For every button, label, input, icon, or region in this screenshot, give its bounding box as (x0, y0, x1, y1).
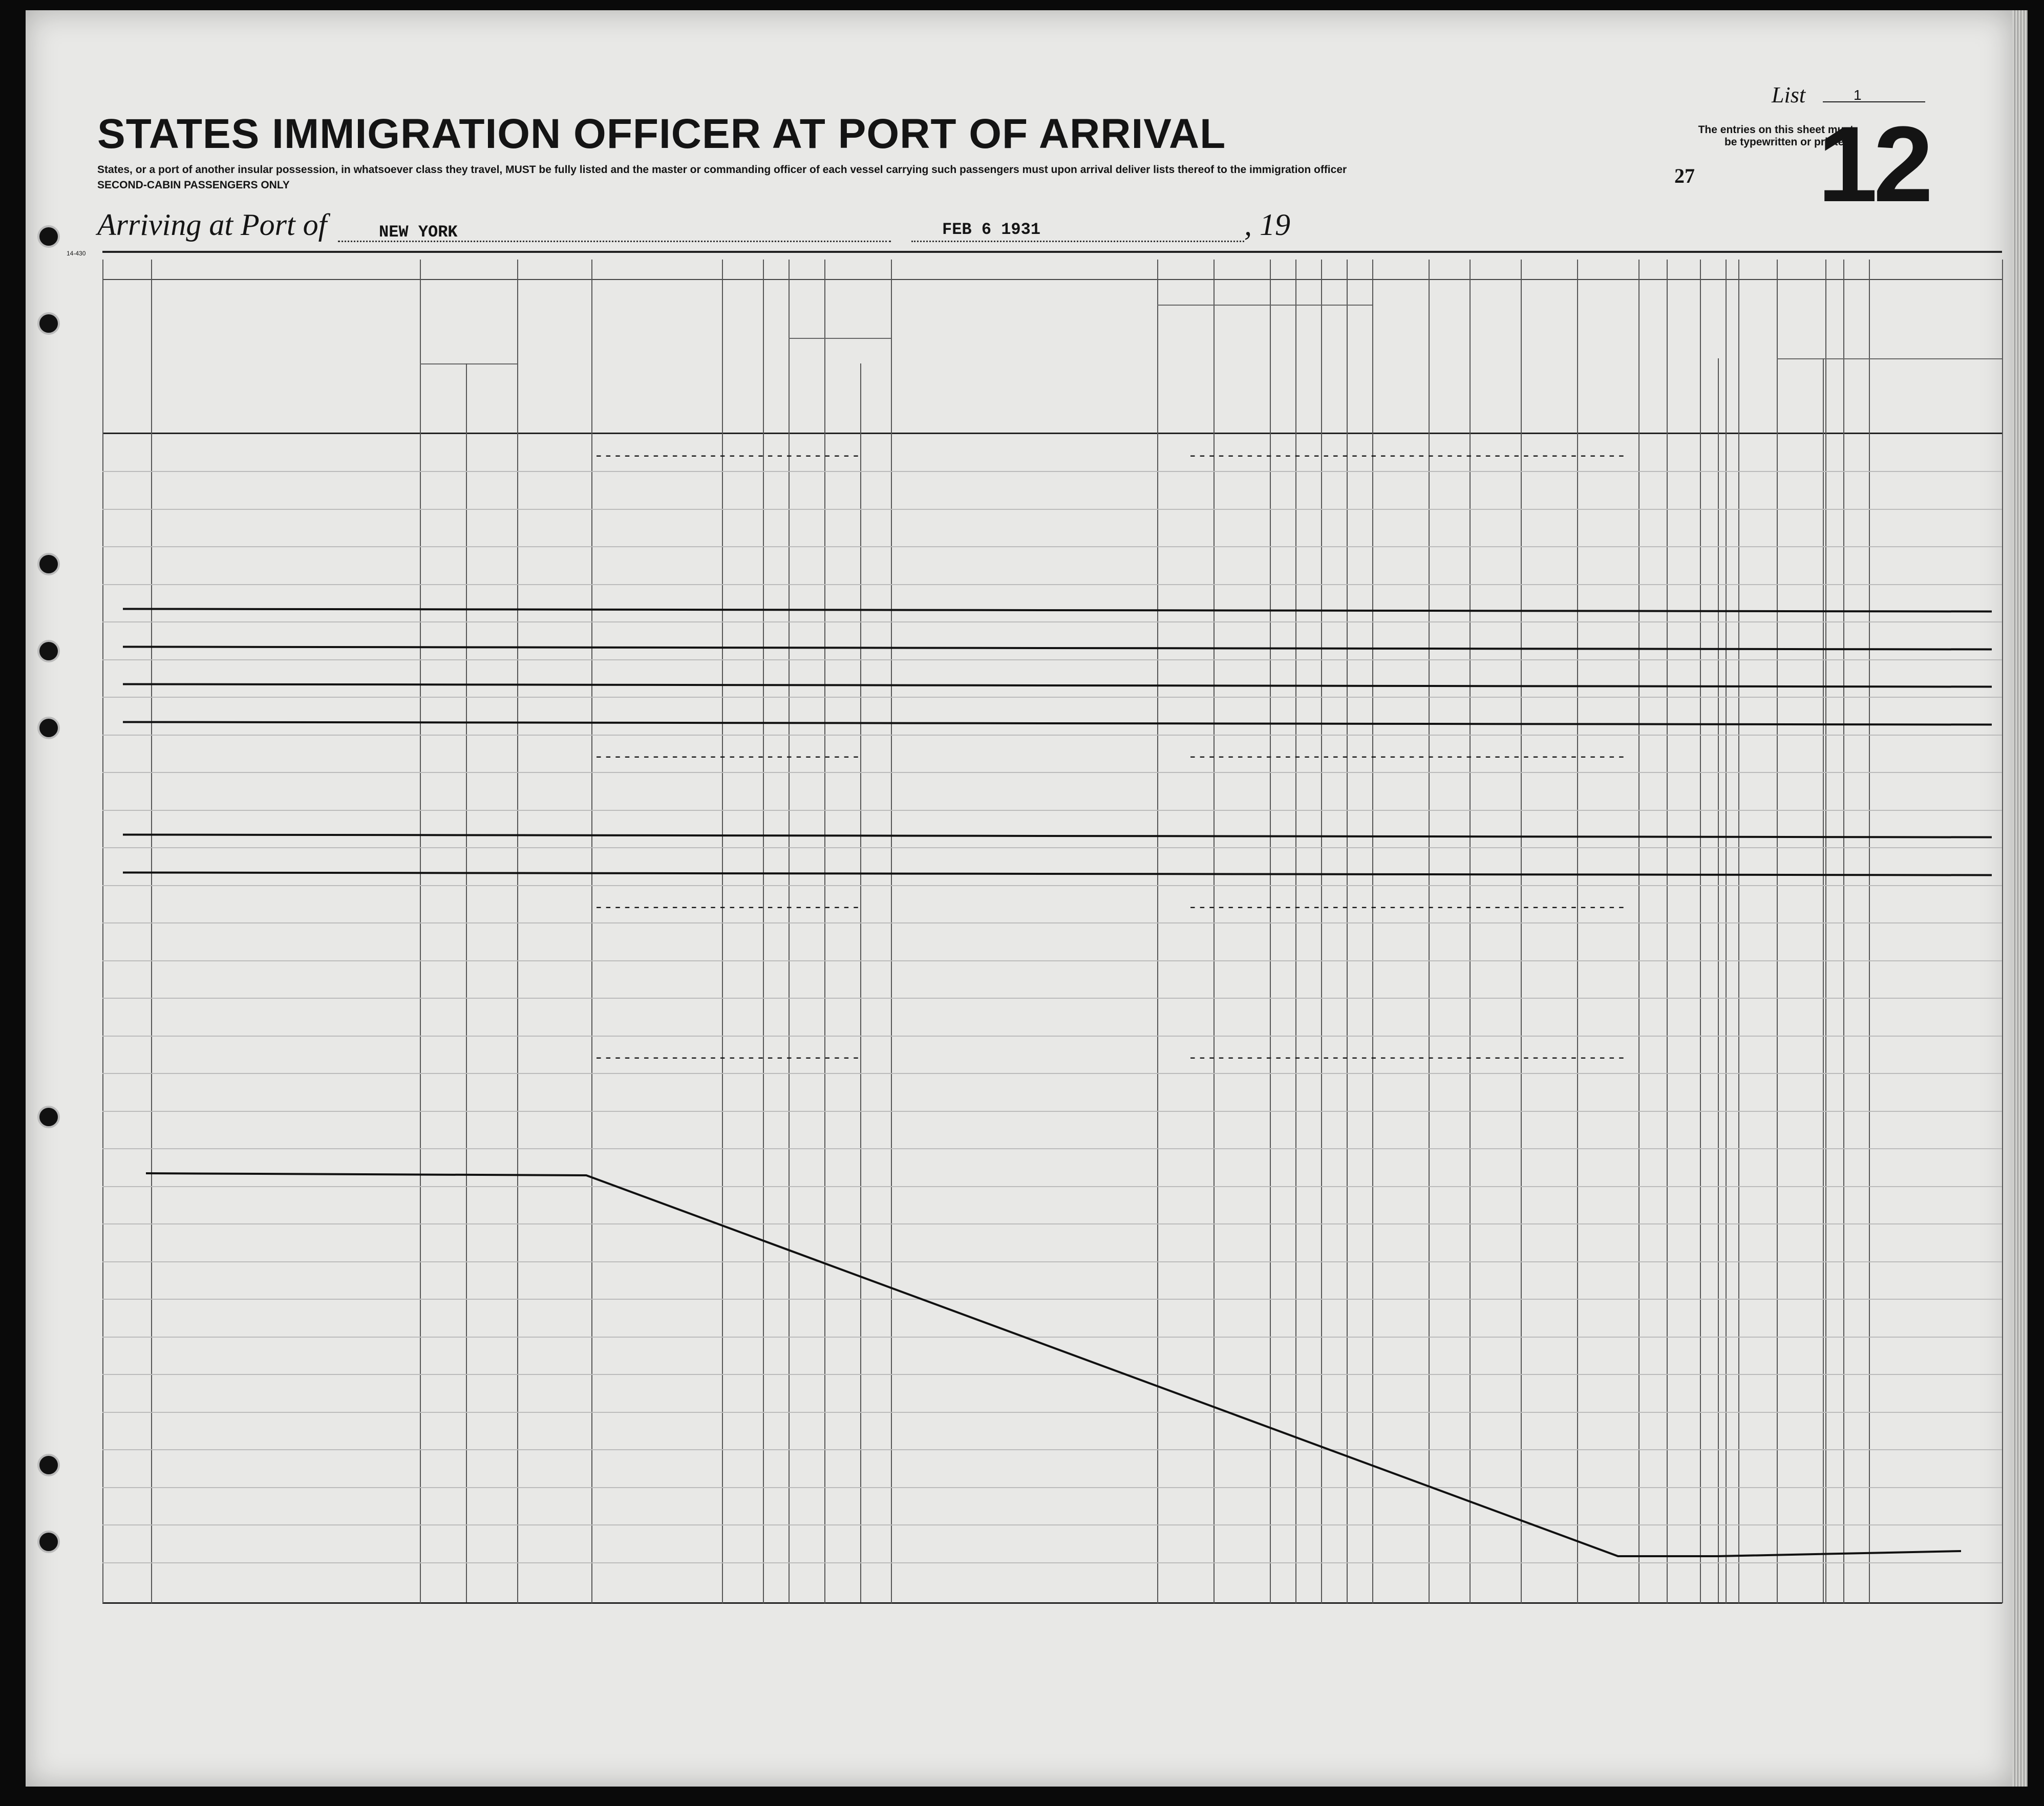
column-divider (1777, 260, 1778, 1603)
column-divider (1726, 260, 1727, 1603)
column-divider (1667, 260, 1668, 1603)
cabin-class: SECOND-CABIN PASSENGERS ONLY (97, 179, 290, 191)
header-bottom-border (102, 433, 2002, 434)
header-overthrow (1431, 289, 1462, 427)
column-divider (517, 260, 518, 1603)
list-label: List (1772, 82, 1806, 107)
header-inches (1727, 369, 1736, 425)
column-divider (891, 260, 892, 1603)
header-prison (1347, 289, 1368, 427)
row-line (102, 546, 2002, 547)
punch-hole (37, 312, 60, 335)
row-line (102, 1562, 2002, 1563)
row-line (102, 1374, 2002, 1375)
cancel-line-overlay (26, 10, 2012, 1787)
punch-hole (37, 1531, 60, 1553)
column-divider (1843, 260, 1844, 1603)
placeholder-dash: ---------------------------- (594, 748, 861, 766)
row-line (102, 1036, 2002, 1037)
before-sub-divider (789, 338, 891, 339)
row-line (102, 697, 2002, 698)
arrival-date: FEB 6 1931 (942, 220, 1041, 239)
placeholder-dash: ---------------------------------------------- (1188, 1049, 1626, 1067)
instructions-text: States, or a port of another insular possession, in whatsoever class they travel, MUST be fully listed and the master or commanding officer of each vessel carrying such passengers must upon arrival deliver lists thereof to the immigration officer (97, 164, 1347, 176)
placeholder-dash: ---------------------------------------------- (1188, 447, 1626, 465)
column-divider (1157, 260, 1158, 1603)
row-line (102, 922, 2002, 923)
stamp-number: 27 (1674, 164, 1695, 187)
dest-state-divider (466, 363, 467, 1602)
row-line (102, 735, 2002, 736)
row-line (102, 509, 2002, 510)
row-line (102, 1299, 2002, 1300)
manifest-sheet (26, 10, 2012, 1787)
strikeout-line (123, 871, 1992, 876)
row-line (102, 960, 2002, 961)
column-divider (1738, 260, 1739, 1603)
row-line (102, 1148, 2002, 1149)
year-label: , 19 (1244, 208, 1290, 242)
column-divider (591, 260, 592, 1603)
row-line (102, 1449, 2002, 1450)
row-line (102, 1261, 2002, 1262)
header-polygamist (1377, 289, 1387, 427)
header-purpose-return (1182, 317, 1190, 427)
placeholder-dash: ---------------------------- (594, 899, 861, 917)
column-divider (1869, 260, 1870, 1603)
list-number: 1 (1854, 87, 1862, 103)
column-divider (1700, 260, 1701, 1603)
row-line (102, 1487, 2002, 1488)
header-deported (1536, 289, 1551, 427)
strikeout-line (123, 683, 1992, 687)
page-stack-edge (2012, 10, 2028, 1787)
color-sub-divider (1869, 358, 2002, 359)
punch-hole (37, 717, 60, 739)
row-line (102, 471, 2002, 472)
punch-hole (37, 553, 60, 575)
row-line (102, 885, 2002, 886)
date-line (911, 241, 1244, 242)
row-line (102, 621, 2002, 622)
header-fifty-dollars (737, 289, 753, 427)
dest-sub-divider (420, 363, 517, 364)
row-line (102, 998, 2002, 999)
column-divider (420, 260, 421, 1603)
column-divider (1638, 260, 1640, 1603)
header-feet (1705, 369, 1714, 425)
cancel-line (146, 1173, 1961, 1556)
column-divider (151, 260, 152, 1603)
header-purpose-citizen (1316, 317, 1323, 427)
sheet-number: 12 (1818, 104, 1929, 224)
strikeout-line (123, 833, 1992, 838)
form-number-top: 14-430 (67, 250, 86, 257)
port-name: NEW YORK (379, 223, 458, 242)
arriving-label: Arriving at Port of (97, 208, 327, 242)
color-sub-v (1823, 358, 1824, 1602)
row-line (102, 1337, 2002, 1338)
column-divider (102, 260, 103, 1603)
column-divider (2002, 260, 2003, 1603)
row-line (102, 1524, 2002, 1525)
punch-hole (37, 640, 60, 662)
placeholder-dash: ---------------------------------------------- (1188, 899, 1626, 917)
strikeout-line (123, 646, 1992, 650)
table-top-border (102, 251, 2002, 253)
height-sub-v (1718, 358, 1719, 1602)
header-contract-labor (1477, 289, 1508, 427)
row-line (102, 847, 2002, 848)
row-line (102, 584, 2002, 585)
header-ticket (540, 289, 549, 427)
placeholder-dash: ---------------------------------------------- (1188, 748, 1626, 766)
before-sub-v2 (860, 363, 861, 1602)
row-line (102, 1073, 2002, 1074)
row-line (102, 1412, 2002, 1413)
row-line (102, 810, 2002, 811)
header-purpose-length (1252, 317, 1259, 427)
row-line (102, 659, 2002, 660)
strikeout-line (123, 608, 1992, 612)
placeholder-dash: ---------------------------- (594, 1049, 861, 1067)
row-line (102, 1111, 2002, 1112)
punch-hole (37, 1106, 60, 1128)
column-number-divider (102, 279, 2002, 280)
row-line (102, 1223, 2002, 1224)
table-bottom-border (102, 1602, 2002, 1604)
column-divider (1825, 260, 1826, 1603)
strikeout-line (123, 721, 1992, 725)
punch-hole (37, 225, 60, 248)
page-title: STATES IMMIGRATION OFFICER AT PORT OF ARRIVAL (97, 111, 1226, 157)
header-anarchist (1403, 289, 1412, 427)
punch-hole (37, 1454, 60, 1476)
entries-note: The entries on this sheet must be typewritten or printed. (1698, 124, 1854, 148)
placeholder-dash: ---------------------------- (594, 447, 861, 465)
row-line (102, 1186, 2002, 1187)
purpose-sub-divider (1157, 305, 1372, 306)
before-sub-v1 (824, 363, 825, 1602)
row-line (102, 772, 2002, 773)
